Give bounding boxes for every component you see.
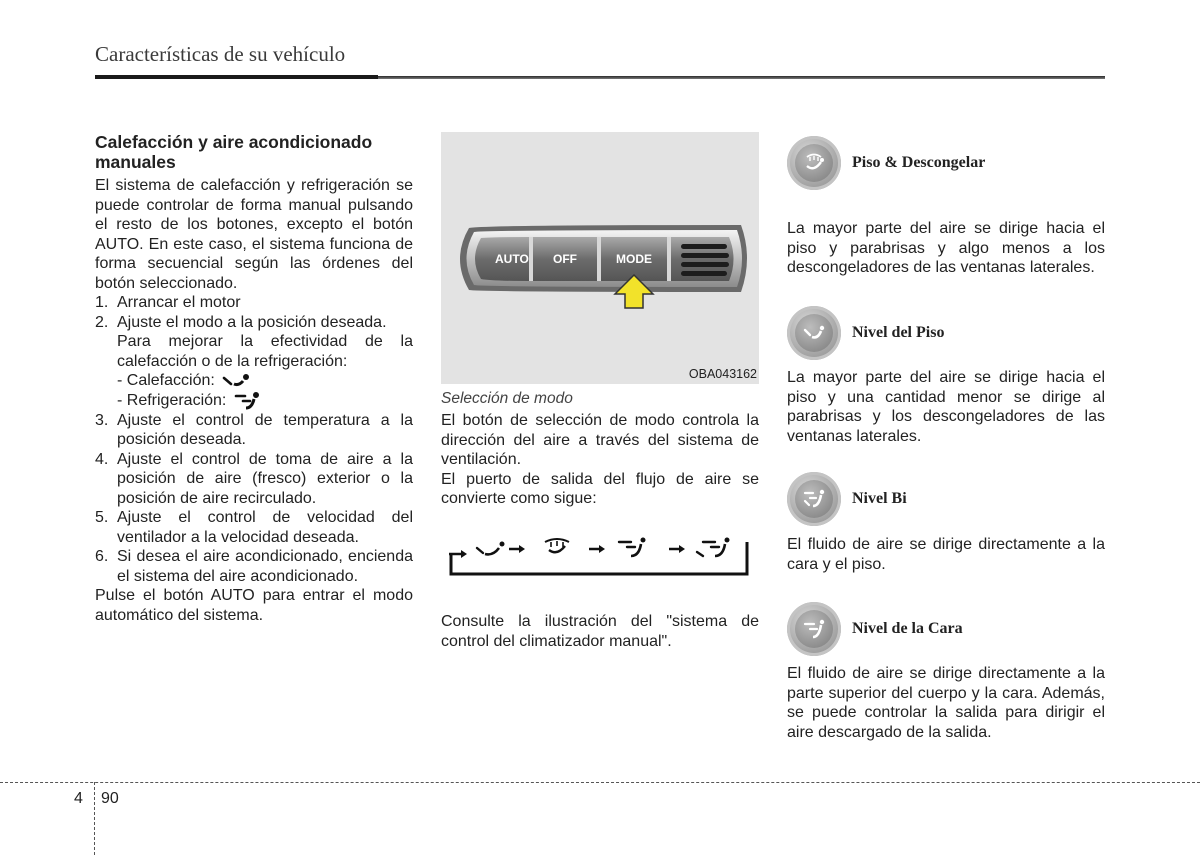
mode-floor-defrost: [787, 136, 985, 190]
left-column: [95, 132, 413, 625]
page-number: 90: [101, 790, 119, 807]
chapter-number: 4: [74, 790, 83, 807]
reference-paragraph: Consulte la ilustración del "sistema de control del climatizador manual".: [441, 613, 759, 650]
floor-defrost-icon: [787, 136, 841, 190]
cooling-line: - Refrigeración:: [95, 391, 413, 411]
list-item: 4. Ajuste el control de toma de aire a la posición de aire (fresco) exterior o la posición de aire recirculado.: [95, 450, 413, 507]
mode-label: Nivel Bi: [852, 490, 907, 507]
mode-label: Nivel de la Cara: [852, 620, 963, 637]
face-icon: [787, 602, 841, 656]
steps-list-continued: [95, 411, 413, 587]
mode-label: Piso & Descongelar: [852, 154, 986, 171]
bi-level-icon: [787, 472, 841, 526]
mode-description: El fluido de aire se dirige directamente a la parte superior del cuerpo y la cara. Además, se puede controlar la salida para dirigir el aire descargado de la salida.: [787, 665, 1105, 741]
list-item: 6. Si desea el aire acondicionado, encienda el sistema del aire acondicionado.: [95, 548, 413, 585]
control-panel-illustration: [441, 132, 759, 384]
off-button-label: OFF: [553, 252, 577, 266]
mode-description: La mayor parte del aire se dirige hacia el piso y una cantidad menor se dirige al parabrisas y los descongeladores de las ventanas laterales.: [787, 369, 1105, 445]
airflow-sequence-diagram: [447, 534, 753, 578]
list-item: 1. Arrancar el motor: [95, 294, 241, 311]
face-airflow-icon: [232, 391, 262, 411]
mode-bi-level: [787, 472, 907, 526]
mode-floor: [787, 306, 944, 360]
list-item: 3. Ajuste el control de temperatura a la posición deseada.: [95, 411, 413, 448]
auto-button-label: AUTO: [495, 252, 529, 266]
mode-description: El fluido de aire se dirige directamente a la cara y el piso.: [787, 536, 1105, 573]
intro-paragraph: El sistema de calefacción y refrigeración se puede controlar de forma manual pulsando el resto de los botones, excepto el botón AUTO. En este caso, el sistema funciona de forma secuencial según las órdenes del botón seleccionado.: [95, 177, 413, 292]
footer-divider: [0, 782, 1200, 783]
mode-label: Nivel del Piso: [852, 324, 945, 341]
footer-vertical-divider: [94, 782, 95, 855]
list-item: 5. Ajuste el control de velocidad del ventilador a la velocidad deseada.: [95, 509, 413, 546]
floor-airflow-icon: [477, 542, 505, 555]
section-heading: Calefacción y aire acondicionado manuales: [95, 132, 373, 172]
floor-defrost-icon: [545, 539, 569, 552]
mode-description: La mayor parte del aire se dirige hacia el piso y parabrisas y algo menos a los descongeladores de las ventanas laterales.: [787, 220, 1105, 276]
mode-button-label: MODE: [616, 252, 652, 266]
heating-line: - Calefacción:: [95, 371, 413, 391]
mode-face: [787, 602, 963, 656]
step2-note: Para mejorar la efectividad de la calefacción o de la refrigeración:: [117, 333, 413, 370]
bi-level-icon: [619, 538, 646, 557]
mode-panel-figure: [441, 132, 759, 384]
floor-icon: [787, 306, 841, 360]
figure-caption: Selección de modo: [441, 390, 573, 407]
list-item: 2. Ajuste el modo a la posición deseada.: [95, 313, 387, 331]
face-level-icon: [697, 538, 730, 557]
mode-explanation: El botón de selección de modo controla la dirección del aire a través del sistema de ventilación.: [441, 412, 759, 468]
figure-code: OBA043162: [688, 367, 757, 381]
outro-paragraph: Pulse el botón AUTO para entrar el modo automático del sistema.: [95, 587, 413, 624]
page-header-title: Características de su vehículo: [95, 42, 346, 66]
airflow-intro: El puerto de salida del flujo de aire se convierte como sigue:: [441, 470, 759, 507]
middle-text: [441, 411, 759, 509]
header-rule: [95, 76, 1105, 79]
steps-list: [95, 293, 413, 332]
floor-airflow-icon: [221, 372, 251, 390]
